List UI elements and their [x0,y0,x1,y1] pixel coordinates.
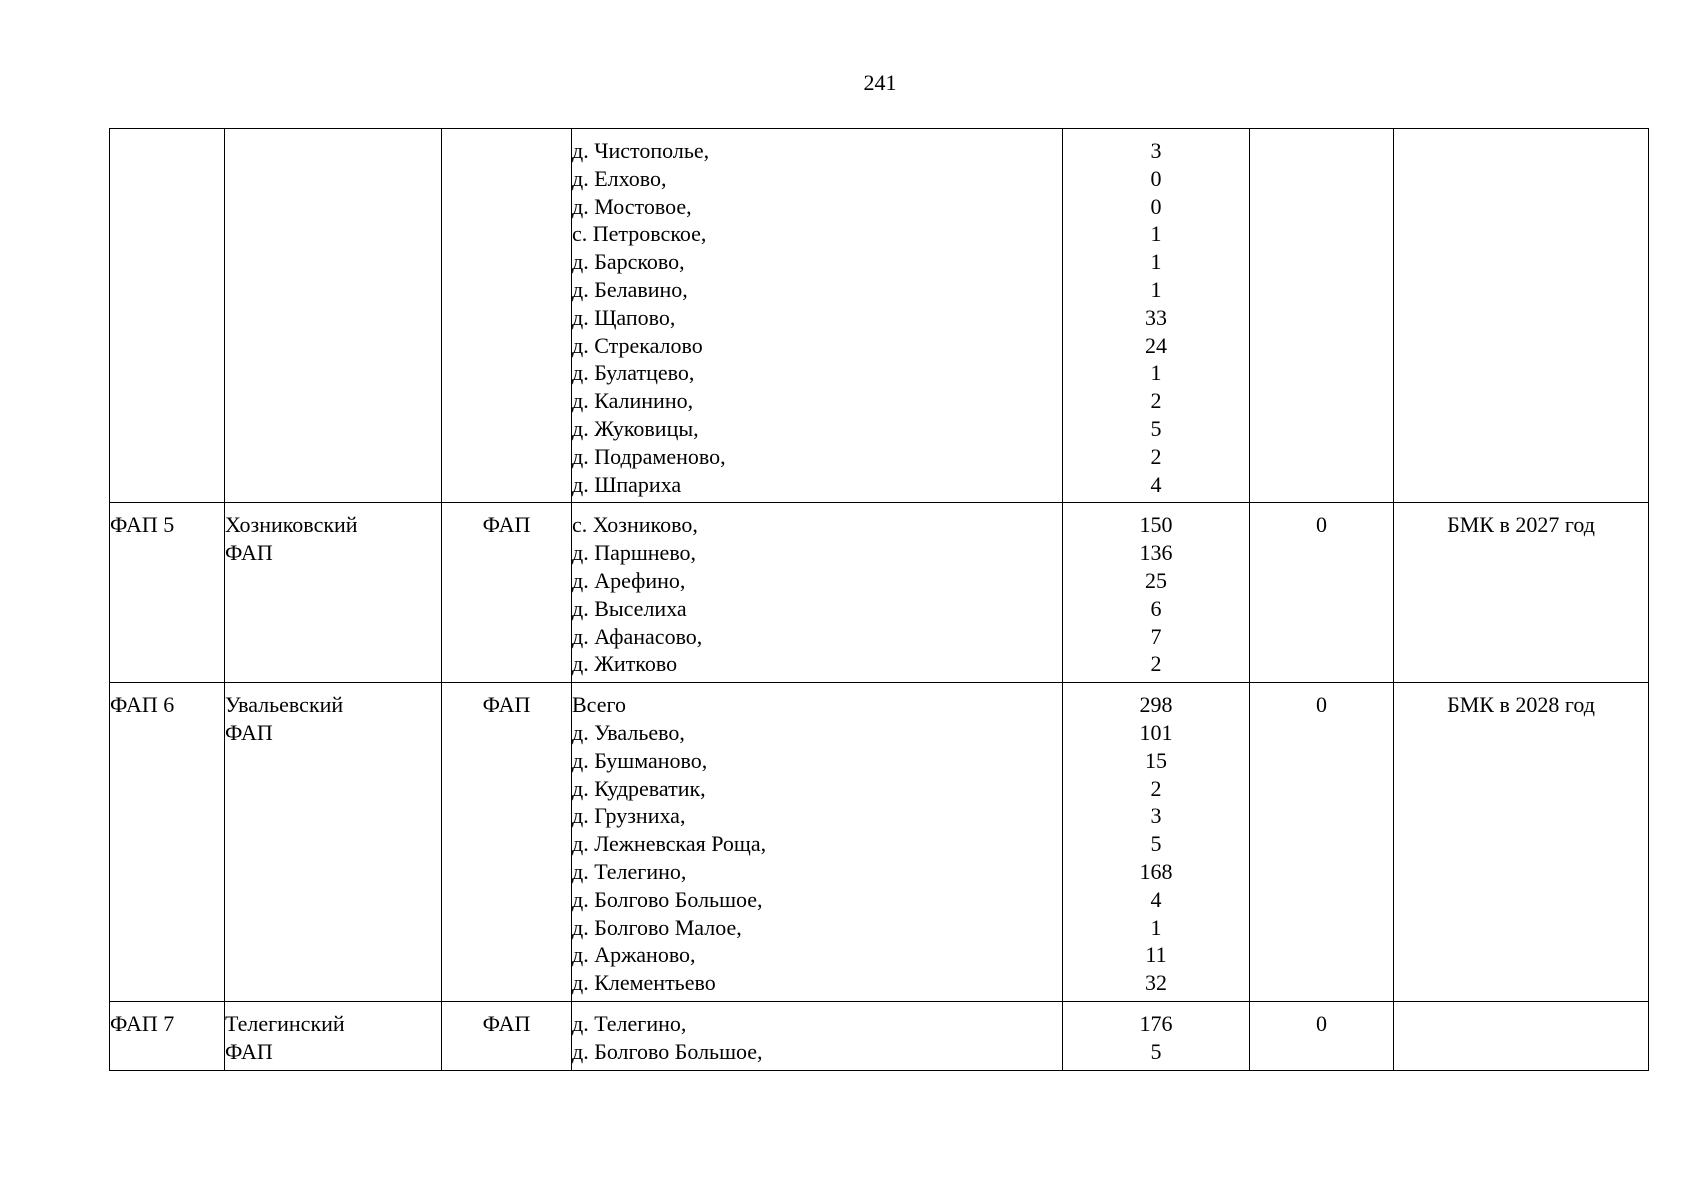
settlements-cell [572,683,1063,1002]
settlements-line: д. Шпариха [572,471,682,497]
settlements-line: д. Арефино, [572,567,686,593]
facility-id-cell [110,1001,225,1070]
population-line: 2 [1150,443,1162,469]
settlements-line: д. Аржаново, [572,942,696,968]
population-line: 2 [1150,775,1162,801]
table-row [110,129,1649,503]
facility-table [109,128,1649,1071]
settlements-line: д. Барсково, [572,249,685,275]
population-line: 32 [1145,970,1167,996]
facility-id-cell [110,503,225,683]
population-line: 150 [1139,512,1173,538]
settlements-line: д. Житково [572,651,678,677]
facility-name-line: Увальевский [225,692,344,718]
settlements-cell [572,129,1063,503]
facility-type-cell [442,1001,572,1070]
facility-id: ФАП 5 [110,512,175,538]
settlements-line: д. Телегино, [572,1010,687,1036]
population-line: 11 [1145,942,1167,968]
settlements-line: д. Стрекалово [572,332,703,358]
facility-name-line: ФАП [225,719,273,745]
population-cell [1063,129,1250,503]
table-row [110,503,1649,683]
population-line: 3 [1150,803,1162,829]
value-cell [1250,1001,1394,1070]
population-line: 1 [1150,249,1162,275]
population-line: 1 [1150,360,1162,386]
population-cell [1063,503,1250,683]
settlements-line: д. Телегино, [572,858,687,884]
facility-type: ФАП [482,692,531,718]
value-cell [1250,503,1394,683]
population-line: 4 [1150,471,1162,497]
settlements-line: д. Подраменово, [572,443,726,469]
population-line: 0 [1150,193,1162,219]
population-line: 101 [1139,719,1173,745]
population-line: 5 [1150,415,1162,441]
settlements-line: д. Клементьево [572,970,716,996]
settlements-line: д. Увальево, [572,719,685,745]
settlements-line: д. Грузниха, [572,803,686,829]
population-line: 4 [1150,886,1162,912]
note-cell [1394,1001,1649,1070]
facility-name-line: Хозниковский [225,512,358,538]
population-line: 298 [1139,692,1173,718]
facility-type: ФАП [482,1010,531,1036]
population-line: 15 [1145,747,1167,773]
population-line: 5 [1150,1038,1162,1064]
population-line: 24 [1145,332,1167,358]
note-cell [1394,503,1649,683]
note-cell [1394,683,1649,1002]
facility-id-cell [110,683,225,1002]
settlements-line: д. Кудреватик, [572,775,706,801]
settlements-line: д. Болгово Малое, [572,914,742,940]
facility-id: ФАП 7 [110,1010,175,1036]
settlements-line: д. Щапово, [572,304,676,330]
settlements-line: д. Выселиха [572,595,687,621]
settlements-line: д. Бушманово, [572,747,708,773]
settlements-line: д. Мостовое, [572,193,692,219]
value: 0 [1316,692,1327,718]
value-cell [1250,683,1394,1002]
facility-name-cell [225,1001,442,1070]
population-line: 25 [1145,567,1167,593]
facility-name-cell [225,129,442,503]
settlements-line: д. Паршнево, [572,540,697,566]
table-body [110,129,1649,1071]
facility-id-cell [110,129,225,503]
settlements-line: д. Булатцево, [572,360,695,386]
settlements-line: д. Чистополье, [572,138,710,163]
note-cell [1394,129,1649,503]
settlements-line: д. Жуковицы, [572,415,699,441]
population-cell [1063,1001,1250,1070]
settlements-line: с. Хозниково, [572,512,698,538]
population-line: 1 [1150,276,1162,302]
population-line: 5 [1150,831,1162,857]
facility-name-cell [225,683,442,1002]
facility-name-line: Телегинский [225,1010,345,1036]
facility-name-line: ФАП [225,540,273,566]
settlements-line: с. Петровское, [572,221,707,247]
facility-type-cell [442,683,572,1002]
population-line: 3 [1150,138,1162,163]
settlements-line: д. Афанасово, [572,623,703,649]
value: 0 [1316,1010,1327,1036]
population-line: 176 [1139,1010,1173,1036]
page-number: 241 [863,70,897,95]
settlements-line: д. Елхово, [572,165,667,191]
population-line: 33 [1145,304,1167,330]
population-cell [1063,683,1250,1002]
note: БМК в 2028 год [1447,692,1595,718]
facility-type-cell [442,129,572,503]
population-line: 6 [1150,595,1162,621]
settlements-line: д. Лежневская Роща, [572,831,767,857]
table-row [110,1001,1649,1070]
population-line: 2 [1150,388,1162,414]
settlements-line: д. Болгово Большое, [572,1038,763,1064]
population-line: 136 [1139,540,1173,566]
settlements-line: д. Белавино, [572,276,688,302]
settlements-line: д. Болгово Большое, [572,886,763,912]
table-row [110,683,1649,1002]
value: 0 [1316,512,1327,538]
population-line: 1 [1150,914,1162,940]
settlements-cell [572,1001,1063,1070]
population-line: 1 [1150,221,1162,247]
facility-name-cell [225,503,442,683]
facility-id: ФАП 6 [110,692,175,718]
population-line: 2 [1150,651,1162,677]
value-cell [1250,129,1394,503]
note: БМК в 2027 год [1447,512,1595,538]
population-line: 7 [1150,623,1162,649]
facility-type-cell [442,503,572,683]
facility-name-line: ФАП [225,1038,273,1064]
settlements-cell [572,503,1063,683]
population-line: 0 [1150,165,1162,191]
facility-type: ФАП [482,512,531,538]
settlements-line: д. Калинино, [572,388,694,414]
settlements-line: Всего [572,692,626,718]
population-line: 168 [1139,858,1173,884]
